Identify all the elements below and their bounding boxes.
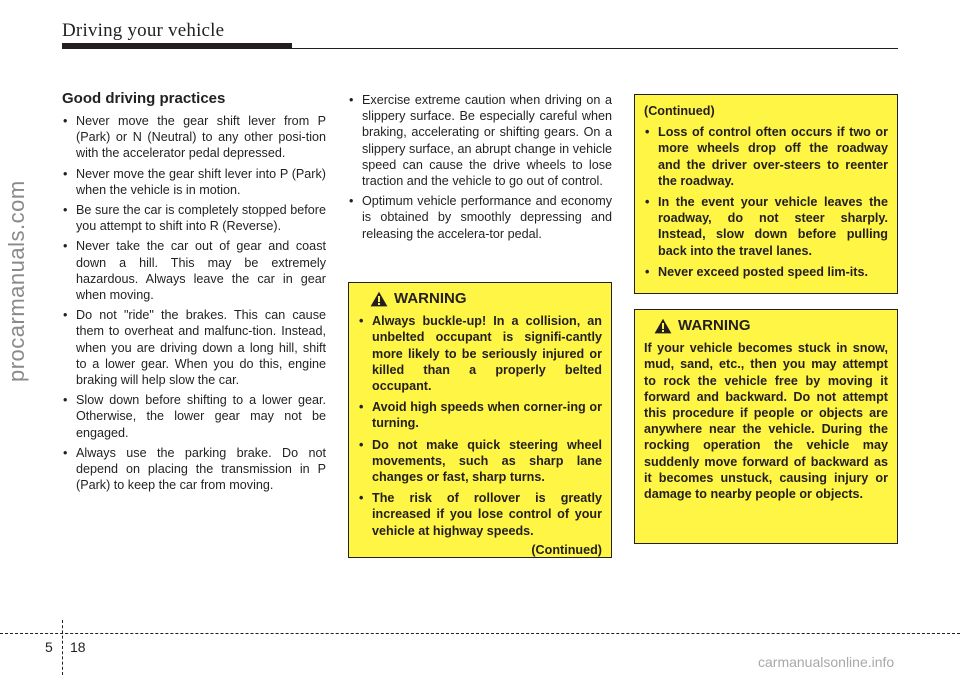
list-item: • Avoid high speeds when corner-ing or turning. [358, 399, 602, 431]
list-item: • Be sure the car is completely stopped before you attempt to shift into R (Reverse). [62, 202, 326, 234]
continued-list [644, 124, 888, 280]
list-item: • Do not make quick steering wheel movements, such as sharp lane changes or fast, sharp turns. [358, 437, 602, 486]
warning-box-stuck-vehicle [634, 309, 898, 544]
list-item: • Never move the gear shift lever into P (Park) when the vehicle is in motion. [62, 166, 326, 198]
section-heading: Good driving practices [62, 90, 226, 107]
list-item: • Always buckle-up! In a collision, an unbelted occupant is signifi-cantly more likely to be seriously injured or killed than a properly belted occupant. [358, 313, 602, 394]
list-item: • Never take the car out of gear and coast down a hill. This may be extremely hazardous. Always leave the car in gear when moving. [62, 238, 326, 303]
list-item: • Never move the gear shift lever from P (Park) or N (Neutral) to any other posi-tion with the accelerator pedal depressed. [62, 113, 326, 162]
warning-title: WARNING [394, 290, 467, 307]
continued-label: (Continued) [644, 104, 715, 118]
warning-text: If your vehicle becomes stuck in snow, mud, sand, etc., then you may attempt to rock the vehicle free by moving it forward and backward. Do not attempt this procedure if people or objects are anywhere near the vehicle. During the rocking operation the vehicle may suddenly move forward of backward as it becomes unstuck, causing injury or damage to nearby people or objects. [644, 341, 888, 502]
header-rule-thin [292, 48, 898, 49]
section-number: 5 [45, 639, 53, 655]
header-title: Driving your vehicle [62, 20, 225, 41]
column2-list [348, 92, 612, 242]
warning-title: WARNING [678, 317, 751, 334]
warning-header [370, 291, 602, 307]
warning-box-continued [634, 94, 898, 294]
warning-triangle-icon [370, 291, 388, 307]
list-item: • Optimum vehicle performance and economy is obtained by smoothly depressing and releasing the accelera-tor pedal. [348, 193, 612, 242]
page-number: 18 [70, 639, 86, 655]
warning-list [358, 313, 602, 539]
list-item: • The risk of rollover is greatly increased if you lose control of your vehicle at highway speeds. [358, 490, 602, 539]
good-driving-practices-section [62, 90, 326, 497]
continued-label: (Continued) [531, 542, 602, 557]
column2-text [348, 92, 612, 246]
warning-triangle-icon [654, 318, 672, 334]
list-item: • Always use the parking brake. Do not depend on placing the transmission in P (Park) to keep the car from moving. [62, 445, 326, 494]
practices-list [62, 113, 326, 493]
footer-rule [0, 633, 960, 634]
list-item: • Do not "ride" the brakes. This can cause them to overheat and malfunc-tion. Instead, when you are driving down a long hill, shift to a lower gear. When you do this, engine braking will help slow the car. [62, 307, 326, 388]
list-item: • Loss of control often occurs if two or more wheels drop off the roadway and the driver over-steers to reenter the roadway. [644, 124, 888, 189]
list-item: • Slow down before shifting to a lower gear. Otherwise, the lower gear may not be engaged. [62, 392, 326, 441]
side-watermark: procarmanuals.com [4, 180, 29, 382]
warning-header [654, 318, 888, 334]
bottom-watermark: carmanualsonline.info [758, 654, 895, 670]
header-rule-thick [62, 43, 292, 49]
list-item: • Never exceed posted speed lim-its. [644, 264, 888, 280]
warning-box-seatbelt [348, 282, 612, 558]
list-item: • Exercise extreme caution when driving on a slippery surface. Be especially careful when braking, accelerating or shifting gears. On a slippery surface, an abrupt change in vehicle speed can cause the drive wheels to lose traction and the vehicle to go out of control. [348, 92, 612, 189]
footer-divider [62, 620, 63, 675]
list-item: • In the event your vehicle leaves the roadway, do not steer sharply. Instead, slow down before pulling back into the travel lanes. [644, 194, 888, 259]
